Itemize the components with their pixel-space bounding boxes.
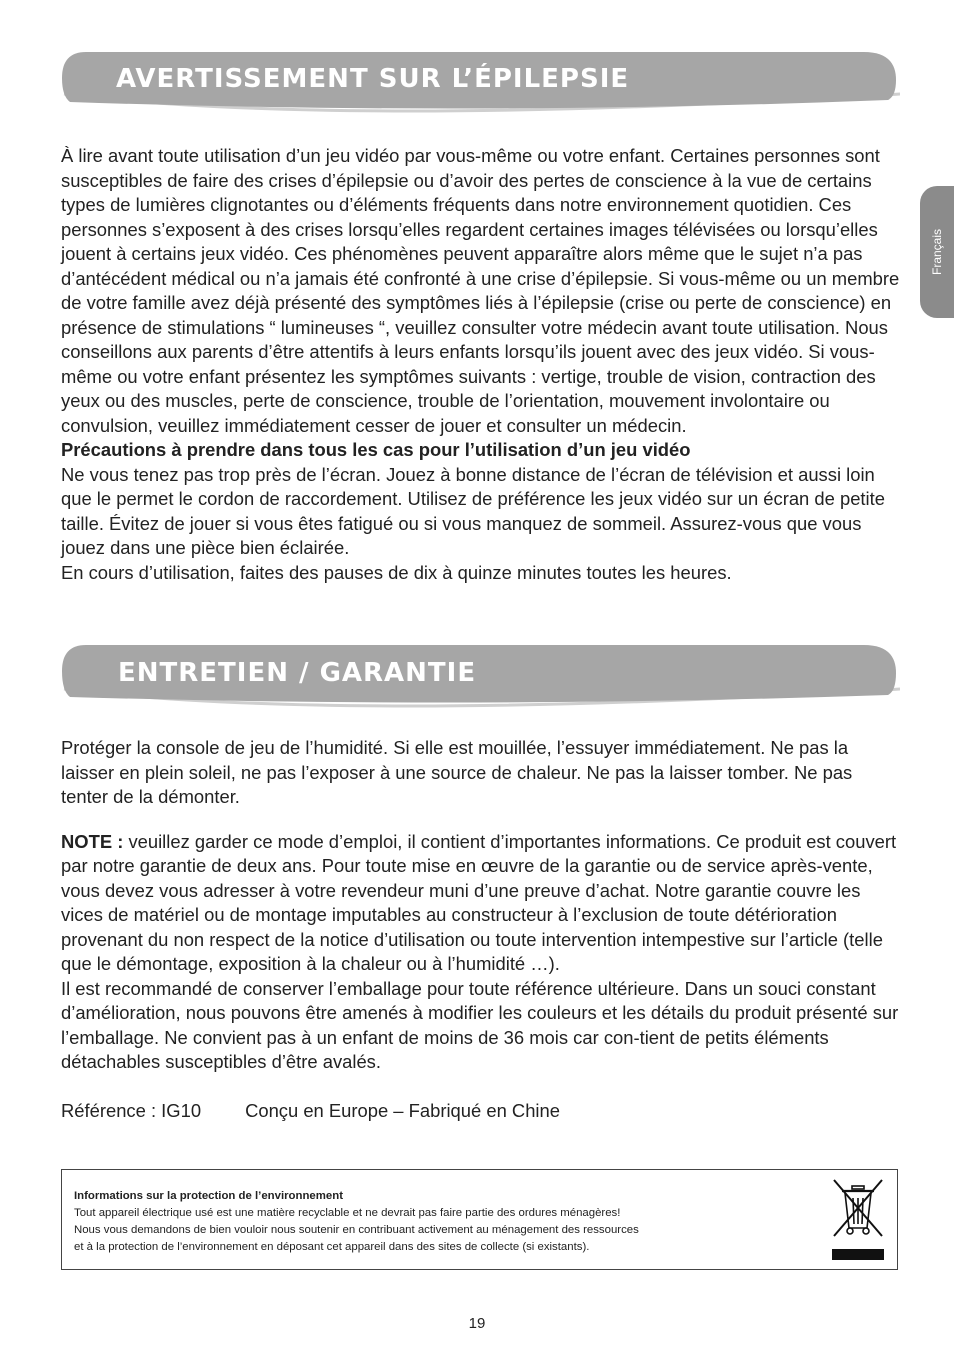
note-text: veuillez garder ce mode d’emploi, il contient d’importantes informations. Ce produit est couvert par notre garantie de deux ans. Pour toute mise en œuvre de la garantie ou de service après-vente, vous devez vous adresser à votre revendeur muni d’une preuve d’achat. Notre garantie couvre les vices de matériel ou de montage imputables au constructeur à l’exclusion de toute détérioration provenant du non respect de la notice d’utilisation ou toute intervention intempestive sur l’article (telle que le démontage, exposition à la chaleur ou à l’humidité …). (61, 830, 897, 974)
environment-line: et à la protection de l’environnement en déposant cet appareil dans des sites de collecte (si existants). (74, 1241, 590, 1253)
section-title: AVERTISSEMENT SUR L’ÉPILEPSIE (116, 64, 630, 94)
page-number: 19 (468, 1315, 486, 1332)
reference-code: Référence : IG10 (61, 1100, 202, 1121)
subheading: Précautions à prendre dans tous les cas pour l’utilisation d’un jeu vidéo (61, 439, 691, 460)
environment-line: Nous vous demandons de bien vouloir nous soutenir en contribuant activement au ménagement des ressources (74, 1224, 639, 1236)
paragraph: Protéger la console de jeu de l’humidité. Si elle est mouillée, l’essuyer immédiatement. Ne pas la laisser en plein soleil, ne pas l’exposer à une source de chaleur. Ne pas la laisser tomber. Ne pas tenter de la démonter. (61, 737, 853, 807)
language-tab (920, 186, 954, 318)
environment-line: Tout appareil électrique usé est une matière recyclable et ne devrait pas faire partie des ordures ménagères! (74, 1207, 621, 1219)
section-banner-epilepsy (58, 50, 900, 126)
paragraph: À lire avant toute utilisation d’un jeu vidéo par vous-même ou votre enfant. Certaines personnes sont susceptibles de faire des crises d’épilepsie ou d’avoir des pertes de conscience à la vue de certains types de lumières clignotantes ou d’éléments fréquents dans notre environnement quotidien. Ces personnes s’exposent à des crises lorsqu’elles regardent certaines images télévisées ou lorsqu’elles jouent à certains jeux vidéo. Ces phénomènes peuvent apparaître alors même que le sujet n’a pas d’antécédent médical ou n’a jamais été confronté à une crise d’épilepsie. Si vous-même ou un membre de votre famille avez déjà présenté des symptômes liés à l’épilepsie (crise ou perte de conscience) en présence de stimulations “ lumineuses “, veuillez consulter votre médecin avant toute utilisation. Nous conseillons aux parents d’être attentifs à leurs enfants lorsqu’ils jouent avec des jeux vidéo. Si vous-même ou votre enfant présentez les symptômes suivants : vertige, trouble de vision, contraction des yeux ou des muscles, perte de conscience, trouble de l’orientation, mouvement involontaire ou convulsion, veuillez immédiatement cesser de jouer et consulter un médecin. (61, 145, 900, 436)
paragraph: Ne vous tenez pas trop près de l’écran. Jouez à bonne distance de l’écran de télévision et aussi loin que le permet le cordon de raccordement. Utilisez de préférence les jeux vidéo sur un écran de petite taille. Évitez de jouer si vous êtes fatigué ou si vous manquez de sommeil. Assurez-vous que vous jouez dans une pièce bien éclairée. (61, 463, 885, 558)
language-tab-label: Français (930, 228, 944, 276)
environment-title: Informations sur la protection de l’environnement (74, 1190, 343, 1202)
note-paragraph (61, 830, 901, 977)
note-label: NOTE : (61, 830, 124, 852)
epilepsy-warning-text (61, 144, 901, 585)
section-banner-warranty (58, 643, 900, 719)
environment-info-box (61, 1169, 898, 1270)
weee-crossed-bin-icon (828, 1176, 888, 1262)
warranty-text (61, 736, 901, 1075)
paragraph: En cours d’utilisation, faites des pauses de dix à quinze minutes toutes les heures. (61, 561, 732, 583)
environment-text (74, 1188, 804, 1256)
paragraph: Il est recommandé de conserver l’emballage pour toute référence ultérieure. Dans un souci constant d’amélioration, nous pouvons être amenés à modifier les couleurs et les détails du produit présenté sur l’emballage. Ne convient pas à un enfant de moins de 36 mois car con-tient de petits éléments détachables susceptibles d’être avalés. (61, 977, 899, 1072)
section-title: ENTRETIEN / GARANTIE (118, 658, 477, 688)
origin-text: Conçu en Europe – Fabriqué en Chine (245, 1100, 560, 1121)
reference-line (61, 1099, 560, 1123)
